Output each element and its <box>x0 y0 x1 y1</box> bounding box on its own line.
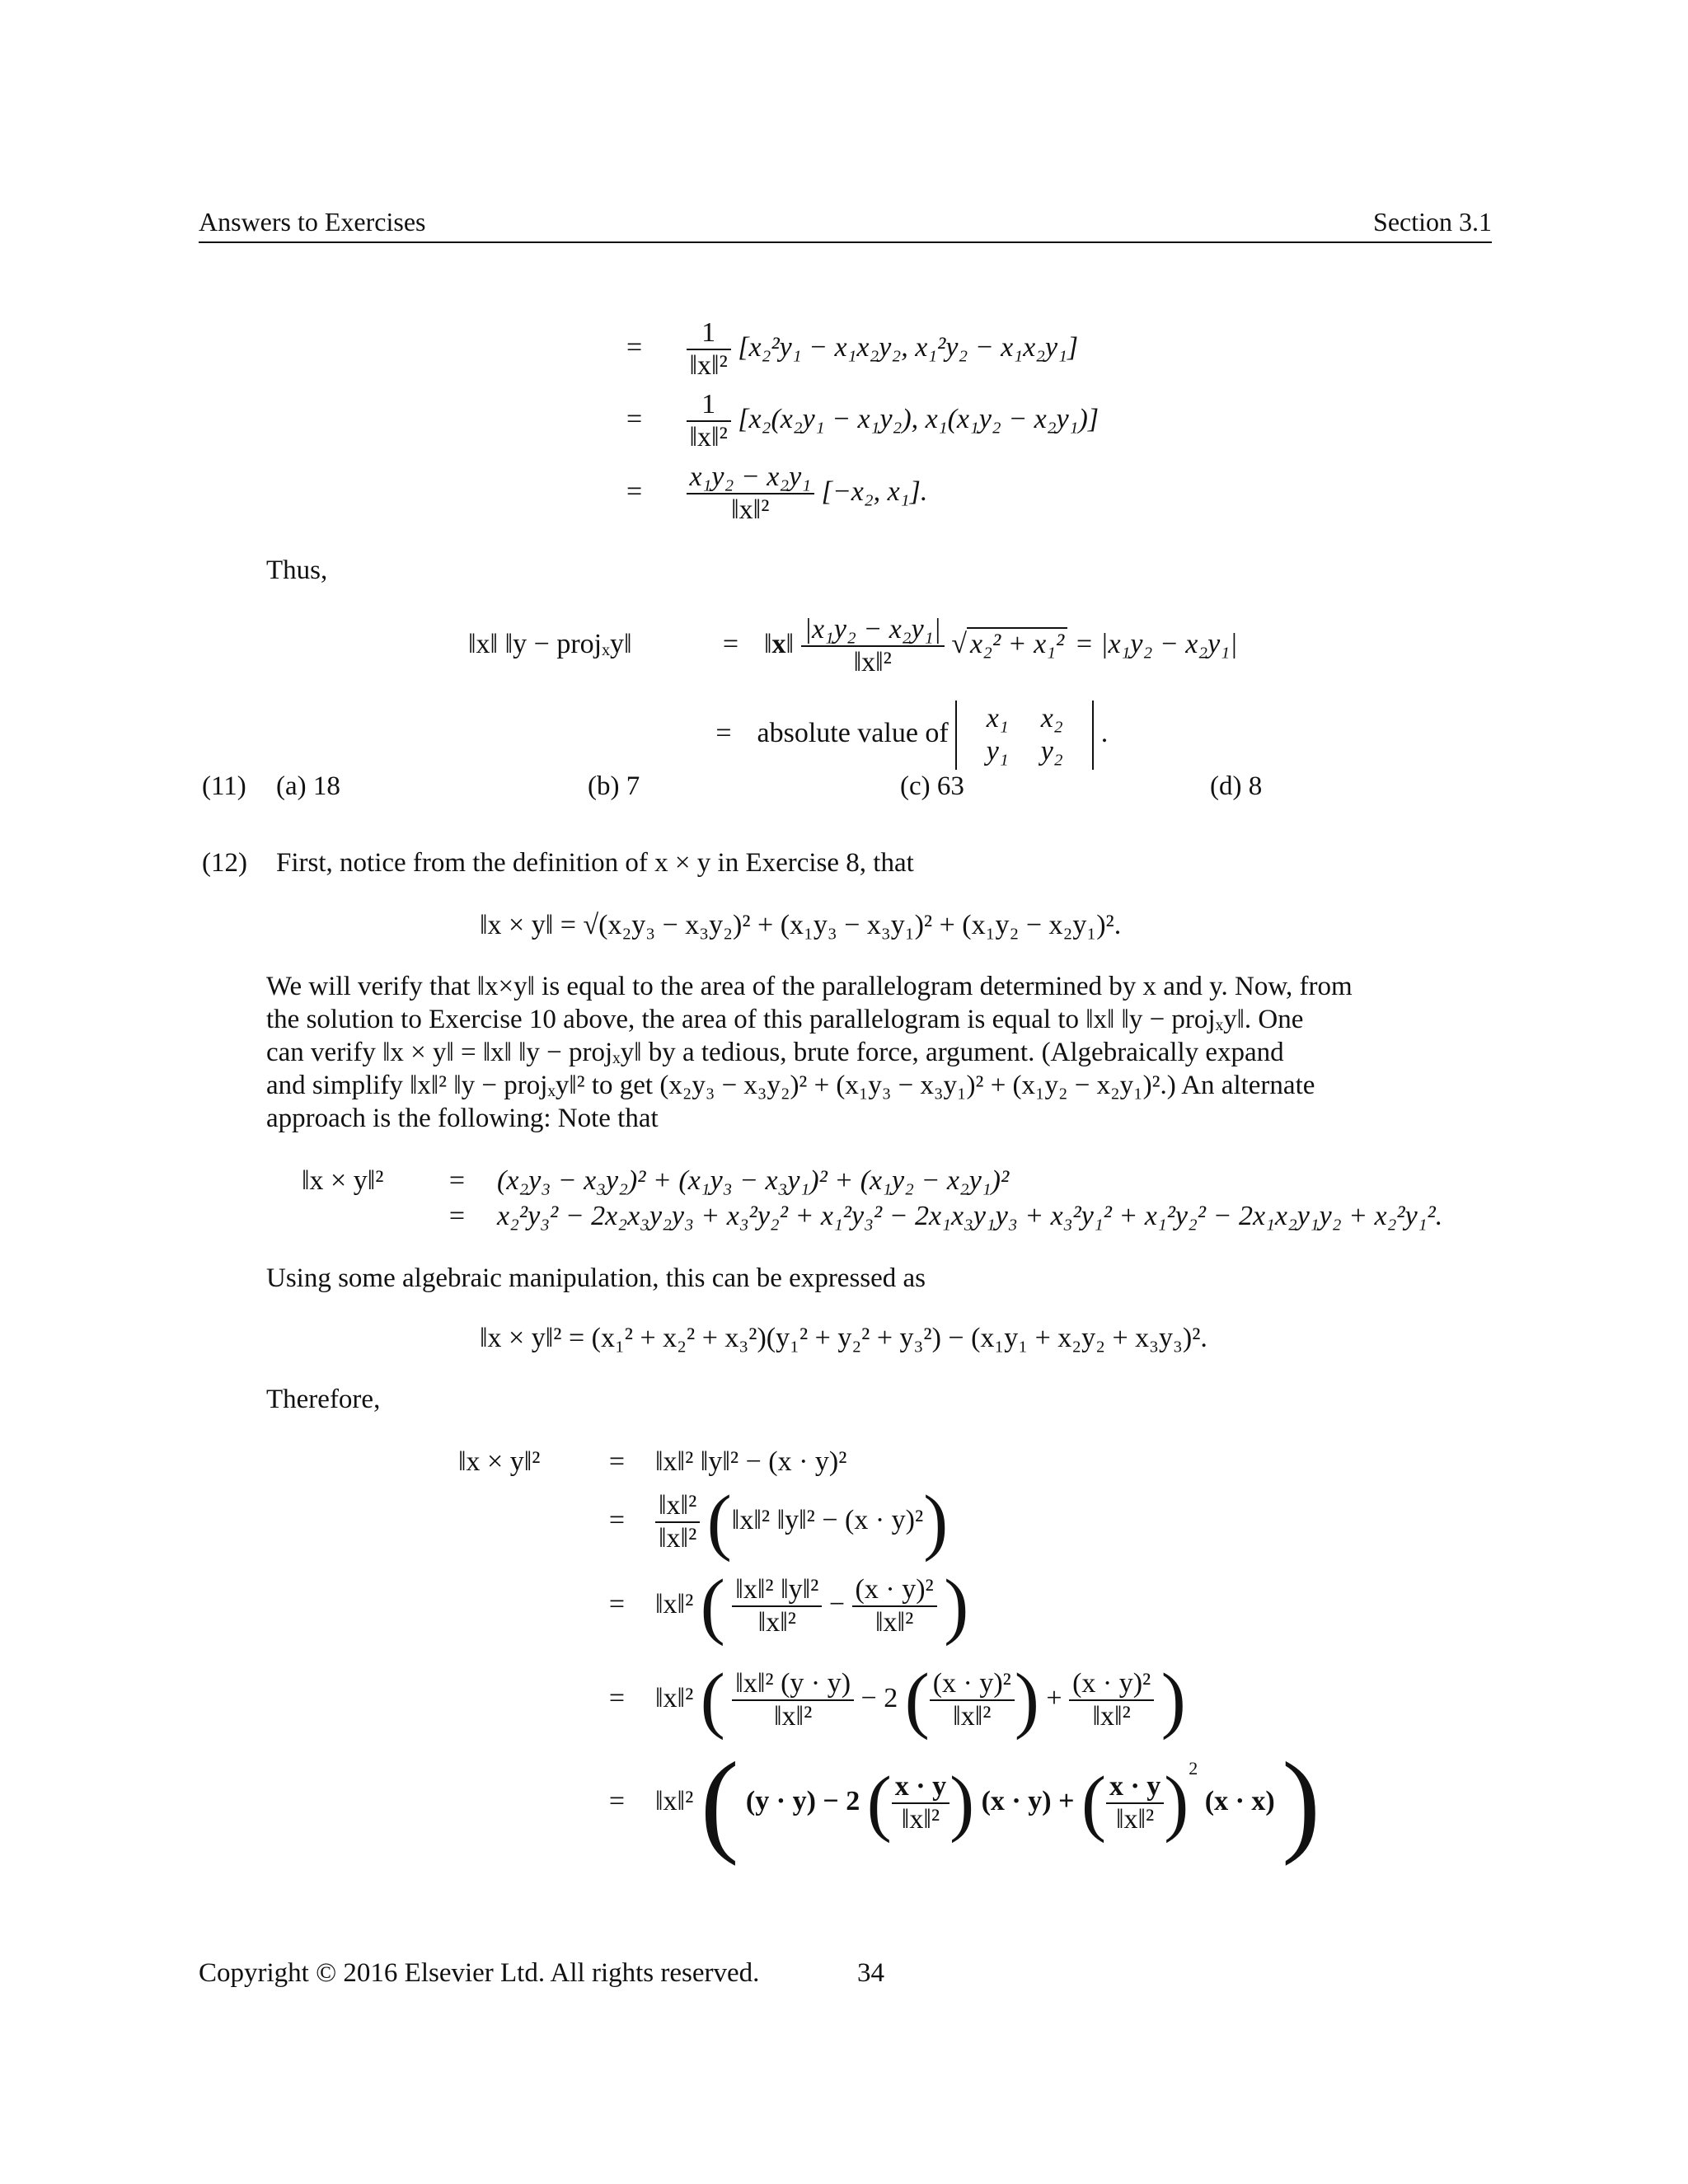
exercise-11-answer-d: (d) 8 <box>1210 771 1263 801</box>
paragraph-line: We will verify that ‖x×y‖ is equal to the area of the parallelogram determined by x and y. Now, from <box>266 972 1353 1001</box>
running-header-left: Answers to Exercises <box>199 207 426 237</box>
final-derivation-line-4: = ‖x‖² ( $\frac{\text{‖x‖² (y · y)}}{\text{‖x‖²}}$ − 2 ( $\frac{\text{(x · y)²}}{\text{‖x‖²}}$ ) + $\frac{\text{(x · y)²}}{\text{‖x‖²}}$ ) <box>608 1659 1186 1741</box>
fraction: $\frac{\text{x₁y₂ − x₂y₁}}{\text{‖x‖²}}$ <box>687 462 815 526</box>
proj-equation-line-2: = absolute value of x₁ x₂ y₁ y₂ . <box>697 701 1108 770</box>
paragraph-line: the solution to Exercise 10 above, the area of this parallelogram is equal to ‖x‖ ‖y − projₓy‖. One <box>266 1005 1304 1034</box>
expansion-line-2: = x₂²y₃² − 2x₂x₃y₂y₃ + x₃²y₂² + x₁²y₃² − 2x₁x₃y₁y₃ + x₃²y₁² + x₁²y₂² − 2x₁x₂y₁y₂ + x₂²y₁². <box>448 1201 1443 1231</box>
footer-copyright: Copyright © 2016 Elsevier Ltd. All rights reserved. <box>199 1958 760 1988</box>
thus-label: Thus, <box>266 555 328 585</box>
manipulation-equation: ‖x × y‖² = (x₁² + x₂² + x₃²)(y₁² + y₂² + y₃²) − (x₁y₁ + x₂y₂ + x₃y₃)². <box>480 1323 1207 1353</box>
derivation-line-1: = $\frac{1}{\text{‖x‖²}}$ [x₂²y₁ − x₁x₂y₂, x₁²y₂ − x₁x₂y₁] <box>626 317 1079 381</box>
fraction: $\frac{\text{(x · y)²}}{\text{‖x‖²}}$ <box>930 1668 1015 1732</box>
fraction: $\frac{x \cdot y}{\text{‖x‖²}}$ <box>1106 1771 1164 1835</box>
cross-norm-equation: ‖x × y‖ = √(x₂y₃ − x₃y₂)² + (x₁y₃ − x₃y₁)² + (x₁y₂ − x₂y₁)². <box>480 910 1122 940</box>
fraction: $\frac{\text{‖x‖²}}{\text{‖x‖²}}$ <box>655 1490 700 1554</box>
therefore-label: Therefore, <box>266 1385 381 1414</box>
paragraph-line: and simplify ‖x‖² ‖y − projₓy‖² to get (x₂y₃ − x₃y₂)² + (x₁y₃ − x₃y₁)² + (x₁y₂ − x₂y₁)².) An alternate <box>266 1071 1315 1100</box>
fraction: $\frac{\text{‖x‖² ‖y‖²}}{\text{‖x‖²}}$ <box>732 1574 822 1638</box>
running-header-right: Section 3.1 <box>1373 207 1492 237</box>
proj-equation-line-1: ‖x‖ ‖y − projₓy‖ = ‖x‖ $\frac{\text{|x₁y₂ − x₂y₁|}}{\text{‖x‖²}}$ √ x₂² + x₁² = |x₁y₂ − x₂y₁| <box>468 614 1238 677</box>
footer-page-number: 34 <box>857 1958 884 1988</box>
final-derivation-line-1: ‖x × y‖² = ‖x‖² ‖y‖² − (x · y)² <box>458 1446 847 1477</box>
paragraph-line: can verify ‖x × y‖ = ‖x‖ ‖y − projₓy‖ by a tedious, brute force, argument. (Algebraically expand <box>266 1038 1284 1067</box>
expansion-line-1: ‖x × y‖² = (x₂y₃ − x₃y₂)² + (x₁y₃ − x₃y₁)² + (x₁y₂ − x₂y₁)² <box>302 1165 1010 1196</box>
header-rule <box>199 241 1492 243</box>
fraction: $\frac{\text{‖x‖² (y · y)}}{\text{‖x‖²}}$ <box>732 1668 854 1732</box>
using-manipulation-text: Using some algebraic manipulation, this can be expressed as <box>266 1263 926 1293</box>
derivation-line-3: = $\frac{\text{x₁y₂ − x₂y₁}}{\text{‖x‖²}}$ [−x₂, x₁]. <box>626 462 928 525</box>
determinant: x₁ x₂ y₁ y₂ <box>955 701 1094 770</box>
fraction: $\frac{x \cdot y}{\text{‖x‖²}}$ <box>892 1771 950 1835</box>
final-derivation-line-5: = ‖x‖² ( (y · y) − 2 ( $\frac{x \cdot y}{\text{‖x‖²}}$ ) (x · y) + ( $\frac{x \cdot y}{\text{‖x‖²}}$ )$^2$ (x · x) ) <box>608 1739 1320 1867</box>
exercise-12-intro: First, notice from the definition of x × y in Exercise 8, that <box>276 848 914 878</box>
exercise-12-paragraph <box>266 970 1492 1135</box>
exercise-11-answer-b: (b) 7 <box>588 771 640 801</box>
exercise-11-answer-a: (a) 18 <box>276 771 340 801</box>
exercise-11-number: (11) <box>202 771 246 801</box>
fraction: $\frac{1}{\text{‖x‖²}}$ <box>687 389 731 453</box>
final-derivation-line-2: = $\frac{\text{‖x‖²}}{\text{‖x‖²}}$ (‖x‖² ‖y‖² − (x · y)²) <box>608 1481 949 1563</box>
exercise-11-answer-c: (c) 63 <box>900 771 964 801</box>
fraction: $\frac{\text{(x · y)²}}{\text{‖x‖²}}$ <box>852 1574 937 1638</box>
exercise-12-number: (12) <box>202 848 247 878</box>
final-derivation-line-3: = ‖x‖² ( $\frac{\text{‖x‖² ‖y‖²}}{\text{‖x‖²}}$ − $\frac{\text{(x · y)²}}{\text{‖x‖²}}$ ) <box>608 1565 969 1647</box>
fraction: $\frac{1}{\text{‖x‖²}}$ <box>687 317 731 382</box>
derivation-line-2: = $\frac{1}{\text{‖x‖²}}$ [x₂(x₂y₁ − x₁y₂), x₁(x₁y₂ − x₂y₁)] <box>626 389 1100 452</box>
fraction: $\frac{\text{(x · y)²}}{\text{‖x‖²}}$ <box>1069 1668 1154 1732</box>
fraction: $\frac{\text{|x₁y₂ − x₂y₁|}}{\text{‖x‖²}}$ <box>801 614 945 678</box>
paragraph-line: approach is the following: Note that <box>266 1104 659 1133</box>
